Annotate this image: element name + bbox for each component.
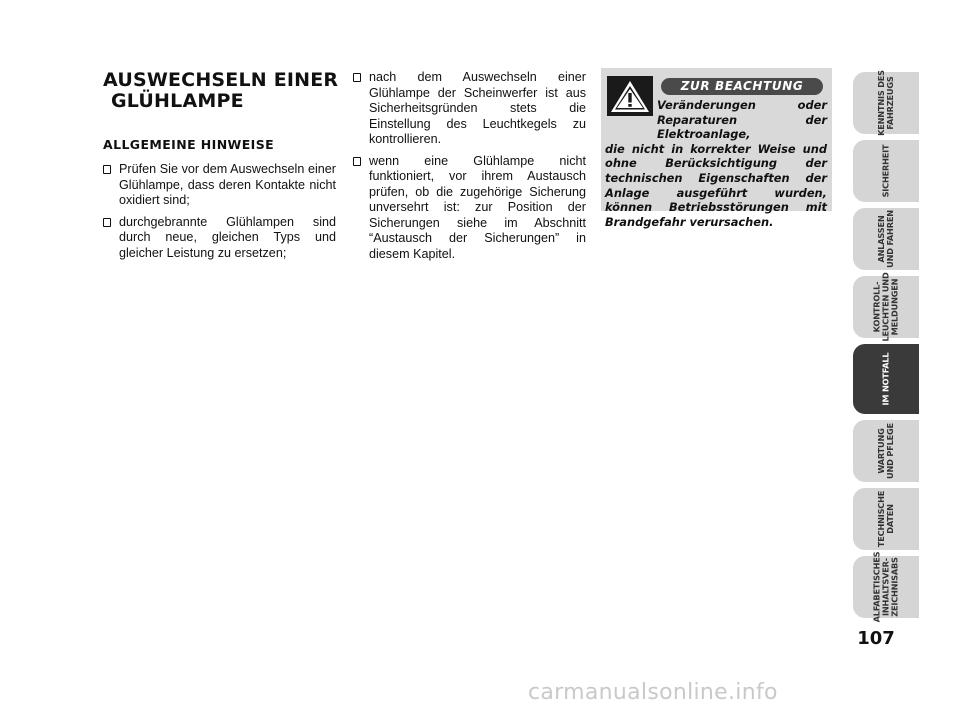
list-item-text: Prüfen Sie vor dem Auswechseln einer Glühlampe, dass deren Kontakte nicht oxidiert sind; (119, 162, 336, 207)
tab-inhaltsverzeichnis[interactable] (853, 551, 919, 623)
warning-text-rest: die nicht in korrekter Weise und ohne Berücksichtigung der technischen Eigenschaften der Anlage ausgeführt wurden, können Betriebsstörungen mit Brandgefahr verursachen. (605, 141, 827, 229)
column-2 (353, 70, 586, 268)
checkbox-bullet-icon (353, 73, 361, 82)
title-line-1: AUSWECHSELN EINER (103, 69, 339, 91)
title-line-2: GLÜHLAMPE (111, 90, 244, 112)
tab-label: ALFABETISCHES INHALTSVER- ZEICHNISABS (871, 551, 900, 623)
tab-im-notfall[interactable] (853, 344, 919, 414)
checkbox-bullet-icon (353, 157, 361, 166)
page-title (103, 70, 343, 112)
section-heading: ALLGEMEINE HINWEISE (103, 137, 275, 152)
tab-label: KONTROLL- LEUCHTEN UND MELDUNGEN (871, 272, 900, 342)
list-item (353, 154, 586, 263)
tab-label: SICHERHEIT (880, 144, 891, 198)
checkbox-bullet-icon (103, 165, 111, 174)
tab-label: ANLASSEN UND FAHREN (876, 210, 895, 268)
page-number: 107 (857, 628, 895, 649)
warning-text-start: Veränderungen oder Reparaturen der Elektroanlage, (657, 98, 827, 142)
tab-kenntnis-des-fahrzeugs[interactable] (853, 72, 919, 134)
warning-text (605, 98, 827, 229)
warning-header: ZUR BEACHTUNG (661, 78, 823, 95)
watermark: carmanualsonline.info (528, 680, 778, 705)
tab-label: TECHNISCHE DATEN (876, 490, 895, 548)
checkbox-bullet-icon (103, 218, 111, 227)
list-item-text: nach dem Auswechseln einer Glühlampe der Scheinwerfer ist aus Sicherheitsgründen stets die Einstellung des Leuchtkegels zu kontrollieren. (369, 70, 586, 146)
tab-wartung-und-pflege[interactable] (853, 420, 919, 482)
list-item-text: durchgebrannte Glühlampen sind durch neue, gleichen Typs und gleicher Leistung zu ersetzen; (119, 214, 336, 260)
tab-label: WARTUNG UND PFLEGE (876, 423, 895, 479)
tab-label: KENNTNIS DES FAHRZEUGS (876, 70, 895, 136)
tab-label: IM NOTFALL (880, 352, 891, 406)
column-1 (103, 162, 336, 267)
tab-kontrollleuchten[interactable] (853, 272, 919, 342)
tab-anlassen-und-fahren[interactable] (853, 208, 919, 270)
tab-technische-daten[interactable] (853, 488, 919, 550)
list-item (103, 162, 336, 209)
list-item (353, 70, 586, 148)
tab-sicherheit[interactable] (853, 140, 919, 202)
list-item (103, 215, 336, 262)
warning-box (601, 68, 832, 229)
list-item-text: wenn eine Glühlampe nicht funktioniert, vor ihrem Austausch prüfen, ob die zugehörige Sicherung unversehrt ist: zur Position der Sicherungen siehe im Abschnitt “Austausch der Sicherungen” in diesem Kapitel. (369, 153, 586, 261)
